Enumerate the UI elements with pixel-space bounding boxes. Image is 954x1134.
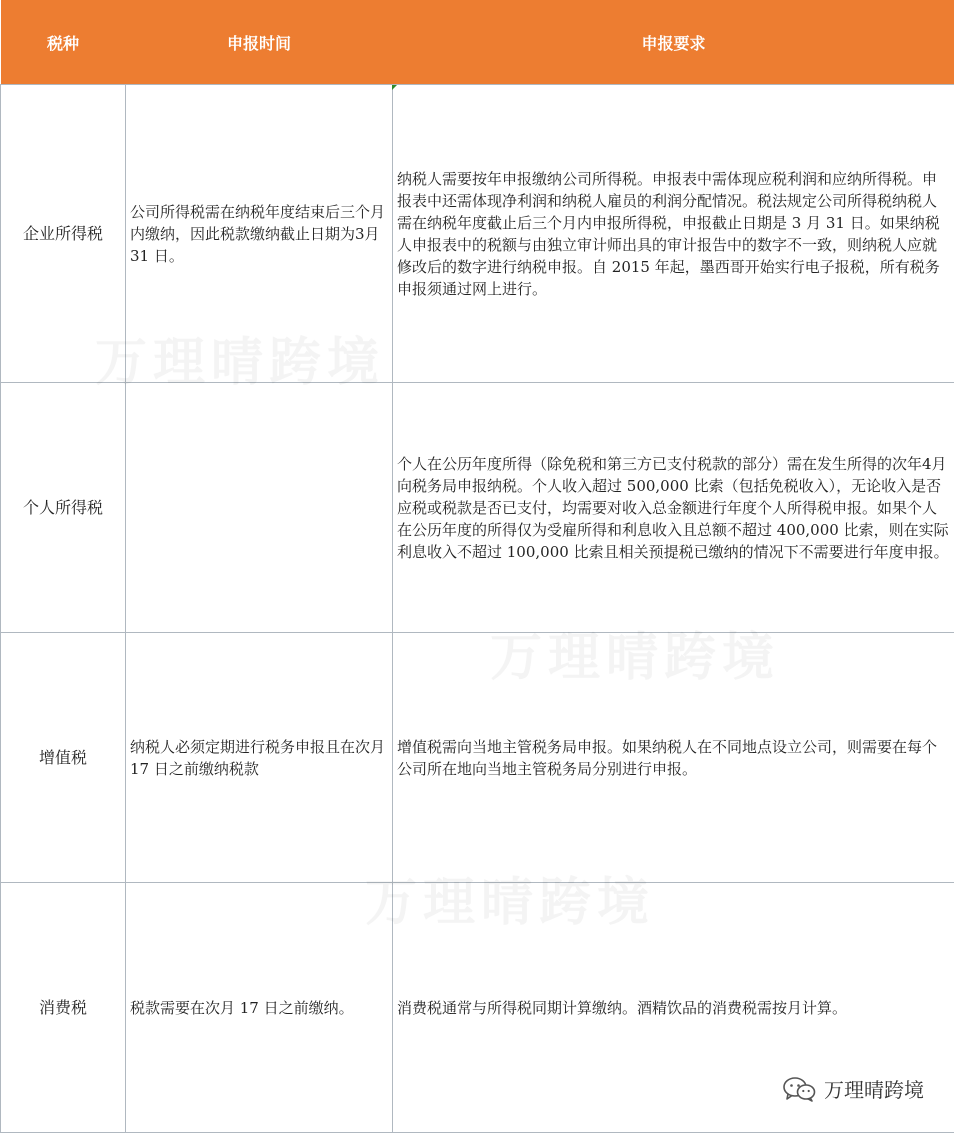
filing-requirement-cell: 个人在公历年度所得（除免税和第三方已支付税款的部分）需在发生所得的次年4月向税务局申报纳税。个人收入超过 500,000 比索（包括免税收入），无论收入是否应税或税款是否已支付，均需要对收入总金额进行年度个人所得税申报。如果个人在公历年度的所得仅为受雇所得和利息收入且总额不超过 400,000 比索，则在实际利息收入不超过 100,000 比索且相关预提税已缴纳的情况下不需要进行年度申报。 <box>393 383 954 633</box>
table-row <box>1 85 954 383</box>
header-filing-requirement: 申报要求 <box>393 0 954 85</box>
tax-type-cell: 个人所得税 <box>1 383 126 633</box>
filing-requirement-cell: 纳税人需要按年申报缴纳公司所得税。申报表中需体现应税利润和应纳所得税。申报表中还需体现净利润和纳税人雇员的利润分配情况。税法规定公司所得税纳税人需在纳税年度截止后三个月内申报所得税，申报截止日期是 3 月 31 日。如果纳税人申报表中的税额与由独立审计师出具的审计报告中的数字不一致，则纳税人应就修改后的数字进行纳税申报。自 2015 年起，墨西哥开始实行电子报税，所有税务申报须通过网上进行。 <box>393 85 954 383</box>
table-header <box>1 0 954 85</box>
filing-requirement-cell: 增值税需向当地主管税务局申报。如果纳税人在不同地点设立公司，则需要在每个公司所在地向当地主管税务局分别进行申报。 <box>393 633 954 883</box>
filing-time-cell <box>126 383 393 633</box>
header-filing-time: 申报时间 <box>126 0 393 85</box>
table-row <box>1 383 954 633</box>
table-body <box>1 85 954 1133</box>
header-row <box>1 0 954 85</box>
cell-corner-marker <box>392 85 397 90</box>
brand-signature <box>782 1074 924 1103</box>
tax-type-cell: 消费税 <box>1 883 126 1133</box>
filing-time-cell: 公司所得税需在纳税年度结束后三个月内缴纳，因此税款缴纳截止日期为3月 31 日。 <box>126 85 393 383</box>
table-row <box>1 633 954 883</box>
tax-type-cell: 增值税 <box>1 633 126 883</box>
tax-type-cell: 企业所得税 <box>1 85 126 383</box>
wechat-icon <box>782 1076 816 1102</box>
filing-requirement-cell: 消费税通常与所得税同期计算缴纳。酒精饮品的消费税需按月计算。 <box>393 883 954 1133</box>
filing-time-cell: 纳税人必须定期进行税务申报且在次月 17 日之前缴纳税款 <box>126 633 393 883</box>
filing-time-cell: 税款需要在次月 17 日之前缴纳。 <box>126 883 393 1133</box>
brand-name: 万理晴跨境 <box>824 1078 924 1102</box>
header-tax-type: 税种 <box>1 0 126 85</box>
